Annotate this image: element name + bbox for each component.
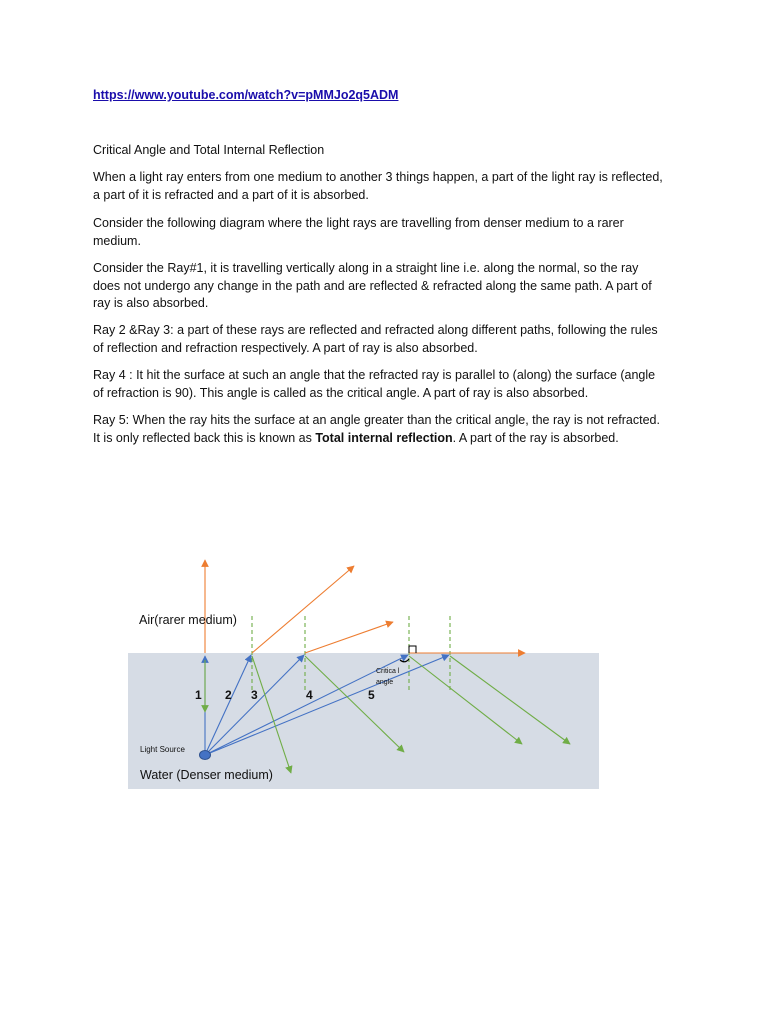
paragraph-intro: When a light ray enters from one medium to another 3 things happen, a part of the light ray is reflected, a part of it is refracted and a part of it is absorbed.	[93, 170, 663, 202]
right-angle-mark	[409, 646, 416, 653]
refracted-rays	[205, 560, 525, 653]
paragraph-ray-2-3: Ray 2 &Ray 3: a part of these rays are reflected and refracted along different paths, following the rules of reflection and refraction respectively. A part of ray is also absorbed.	[93, 323, 658, 355]
paragraph-ray-5-text-a: Ray 5: When the ray hits the surface at an angle greater than the critical angle, the ray is not refracted. It is only reflected back this is known as	[93, 413, 660, 445]
light-source-dot	[200, 751, 211, 760]
ray-number-4: 4	[306, 688, 313, 702]
ray-number-2: 2	[225, 688, 232, 702]
critical-angle-label-1: Critica l	[376, 668, 400, 675]
ray-3-refracted	[305, 622, 393, 653]
ray-number-5: 5	[368, 688, 375, 702]
paragraph-diagram-intro: Consider the following diagram where the light rays are travelling from denser medium to a rarer medium.	[93, 216, 624, 248]
light-source-label: Light Source	[140, 745, 185, 754]
paragraph-ray-4: Ray 4 : It hit the surface at such an angle that the refracted ray is parallel to (along) the surface (angle of refraction is 90). This angle is called as the critical angle. A part of ray is also absorbed.	[93, 368, 656, 400]
paragraph-ray-5-text-c: . A part of the ray is absorbed.	[452, 430, 619, 445]
ray-number-1: 1	[195, 688, 202, 702]
ray-number-3: 3	[251, 688, 258, 702]
air-label: Air(rarer medium)	[139, 613, 237, 627]
ray-2-refracted	[252, 566, 354, 653]
tir-term: Total internal reflection	[315, 430, 453, 445]
water-label: Water (Denser medium)	[140, 768, 273, 782]
critical-angle-label-2: angle	[376, 679, 394, 686]
paragraph-ray-1: Consider the Ray#1, it is travelling vertically along in a straight line i.e. along the normal, so the ray does not undergo any change in the path and are reflected & refracted along the same path. A part of ray is also absorbed.	[93, 261, 652, 310]
page-heading: Critical Angle and Total Internal Reflection	[93, 143, 325, 157]
youtube-link[interactable]: https://www.youtube.com/watch?v=pMMJo2q5ADM	[93, 88, 399, 102]
